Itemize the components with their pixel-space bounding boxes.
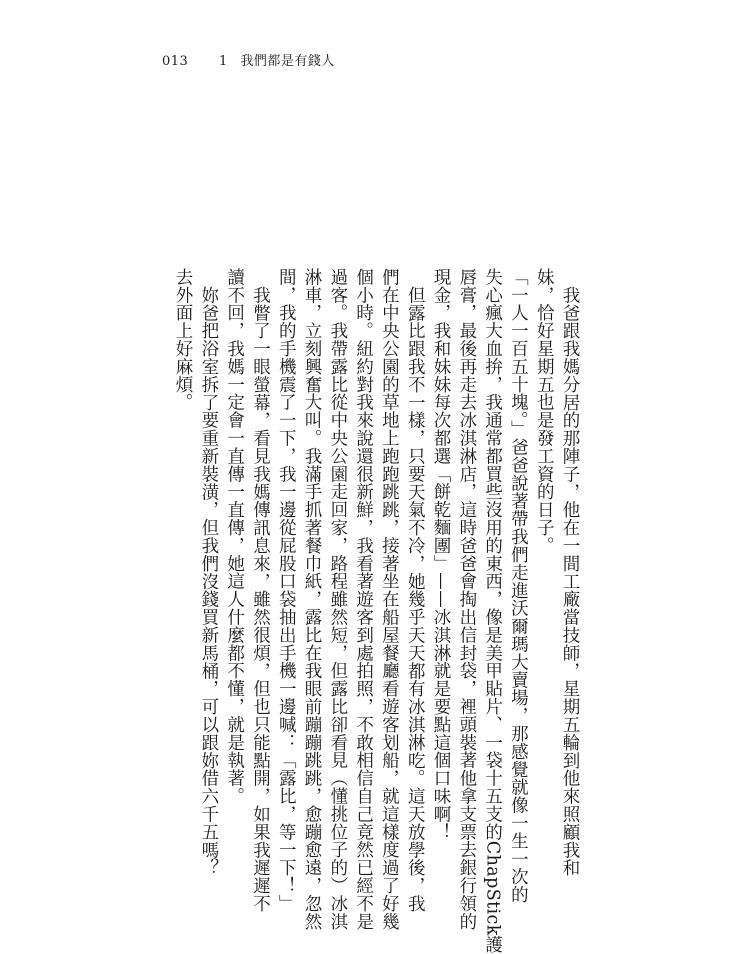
text-line: 讀不回，我媽一定會一直傳一直傳，她這人什麼都不懂，就是執著。 xyxy=(224,268,245,805)
text-line: 去外面上好麻煩。 xyxy=(173,268,194,412)
text-line: 過客。我帶露比從中央公園走回家，路程雖然短，但露比卻看見（懂挑位子的）冰淇 xyxy=(327,268,348,931)
text-line: 妳爸把浴室拆了要重新裝潢，但我們沒錢買新馬桶，可以跟妳借六千五嗎？ xyxy=(198,286,219,878)
body-text xyxy=(169,268,582,954)
chapter-title: 我們都是有錢人 xyxy=(240,54,335,69)
text-line: 個小時。紐約對我來說還很新鮮，我看著遊客到處拍照，不敢相信自己竟然已經不是 xyxy=(353,268,374,931)
paragraph-5 xyxy=(169,268,221,878)
paragraph-3 xyxy=(272,268,427,931)
text-line: 但露比跟我不一樣，只要天氣不冷，她幾乎天天都有冰淇淋吃。這天放學後，我 xyxy=(405,286,426,913)
page-number: 013 xyxy=(162,54,189,69)
paragraph-2 xyxy=(427,268,530,954)
chapter-number: 1 xyxy=(218,54,228,69)
text-line: 我瞥了一眼螢幕，看見我媽傳訊息來，雖然很煩，但也只能點開，如果我遲遲不 xyxy=(250,286,271,913)
text-line: 唇膏，最後再走去冰淇淋店，這時爸爸會掏出信封袋，裡頭裝著他拿支票去銀行領的 xyxy=(456,268,477,931)
text-line: 現金，我和妹妹每次都選「餅乾麵團」——冰淇淋就是要點這個口味啊！ xyxy=(431,268,452,841)
text-line: 們在中央公園的草地上跑跑跳跳，接著坐在船屋餐廳看遊客划船，就這樣度過了好幾 xyxy=(379,268,400,931)
text-line: 間，我的手機震了一下，我一邊從屁股口袋抽出手機一邊喊：「露比，等一下！」 xyxy=(276,268,297,913)
text-line: 妹，恰好星期五也是發工資的日子。 xyxy=(534,268,555,555)
running-header xyxy=(162,50,335,69)
text-line: 「一人一百五十塊。」爸爸說著帶我們走進沃爾瑪大賣場，那感覺就像一生一次的 xyxy=(508,268,529,904)
paragraph-1 xyxy=(530,268,582,878)
text-line: 淋車，立刻興奮大叫。我滿手抓著餐巾紙，露比在我眼前蹦蹦跳跳，愈蹦愈遠，忽然 xyxy=(302,268,323,931)
text-line: 我爸跟我媽分居的那陣子，他在一間工廠當技師，星期五輪到他來照顧我和 xyxy=(560,286,580,878)
text-line: 失心瘋大血拚，我通常都買些沒用的東西，像是美甲貼片、一袋十五支的ChapStick護 xyxy=(482,268,503,954)
paragraph-4 xyxy=(221,268,273,913)
